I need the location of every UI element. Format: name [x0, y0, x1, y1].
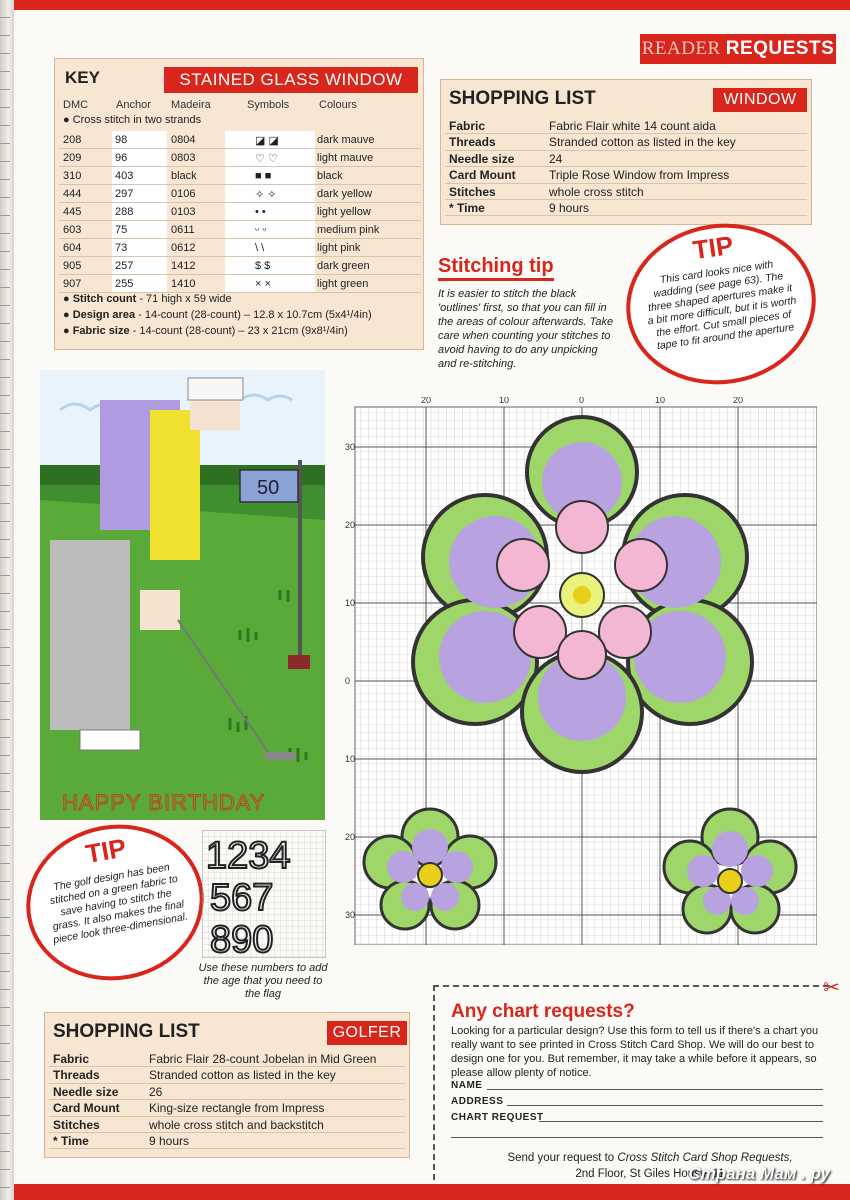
tip-body: The golf design has been stitched on a green fabric to save having to stitch the grass. It also makes the final piece look three-dimensional. [48, 861, 189, 947]
golfer-hands [140, 590, 180, 630]
row-value: whole cross stitch and backstitch [149, 1117, 324, 1132]
chart-request-field[interactable] [539, 1121, 823, 1122]
row-label: Threads [53, 1068, 100, 1083]
shopping-list-rows [445, 118, 807, 216]
col-dmc: DMC [63, 99, 89, 111]
dmc-code: 905 [63, 260, 82, 272]
page-spine [0, 0, 14, 1200]
shopping-list-rows [49, 1051, 405, 1149]
row-label: Needle size [449, 151, 515, 166]
stat-value: - 14-count (28-count) – 23 x 21cm (9x8¹/4in) [129, 325, 348, 337]
dmc-code: 208 [63, 134, 82, 146]
cell-bg [225, 239, 315, 256]
shopping-list-window [440, 79, 812, 225]
madeira-code: 0103 [171, 206, 196, 218]
stitching-tip-title: Stitching tip [438, 255, 554, 281]
dmc-code: 603 [63, 224, 82, 236]
shopping-list-title: SHOPPING LIST [449, 88, 596, 109]
col-colours: Colours [319, 99, 357, 111]
anchor-code: 96 [115, 152, 128, 164]
axis-left-30b: 30 [345, 910, 356, 920]
madeira-code: black [171, 170, 197, 182]
dmc-code: 445 [63, 206, 82, 218]
col-madeira: Madeira [171, 99, 211, 111]
shopping-row [445, 151, 807, 167]
key-title: KEY [65, 68, 100, 87]
dmc-code: 907 [63, 278, 82, 290]
numbers-chart [202, 830, 326, 958]
send-name: Cross Stitch Card Shop Requests, [617, 1152, 793, 1164]
axis-top-20: 20 [421, 397, 432, 405]
key-row [59, 257, 421, 275]
anchor-code: 297 [115, 188, 134, 200]
section-header [640, 34, 836, 64]
shopping-row [49, 1084, 405, 1100]
key-panel [54, 58, 424, 350]
row-value: King-size rectangle from Impress [149, 1101, 325, 1116]
golfer-shoes [80, 730, 140, 750]
colour-name: light mauve [317, 152, 374, 164]
axis-left-10b: 10 [345, 754, 356, 764]
shopping-row [49, 1117, 405, 1133]
madeira-code: 1412 [171, 260, 196, 272]
colour-name: black [317, 170, 343, 182]
key-badge: STAINED GLASS WINDOW [164, 67, 418, 93]
axis-top-20b: 20 [733, 397, 744, 405]
name-field[interactable] [487, 1089, 823, 1090]
stat-label: ● Stitch count [63, 293, 137, 305]
anchor-code: 403 [115, 170, 134, 182]
anchor-code: 255 [115, 278, 134, 290]
shopping-list-badge: WINDOW [713, 88, 807, 112]
dmc-code: 444 [63, 188, 82, 200]
axis-left-30: 30 [345, 442, 356, 452]
shopping-row [49, 1051, 405, 1067]
row-label: Needle size [53, 1084, 119, 1099]
key-row [59, 239, 421, 257]
shopping-row [445, 134, 807, 150]
shopping-list-title: SHOPPING LIST [53, 1021, 200, 1042]
key-row [59, 167, 421, 185]
stitch-symbol: $ $ [255, 260, 271, 272]
madeira-code: 0612 [171, 242, 196, 254]
flower-centre-core [573, 586, 591, 604]
row-label: Card Mount [53, 1101, 120, 1116]
row-value: 9 hours [549, 200, 590, 215]
row-label: Threads [449, 135, 496, 150]
shopping-row [445, 167, 807, 183]
row-label: Fabric [449, 119, 486, 133]
chart-request-form [433, 985, 829, 1180]
anchor-code: 75 [115, 224, 128, 236]
row-value: 24 [549, 151, 563, 166]
stitch-symbol: \ \ [255, 242, 265, 254]
row-value: 9 hours [149, 1133, 190, 1148]
axis-left-20b: 20 [345, 832, 356, 842]
row-value: Stranded cotton as listed in the key [549, 135, 736, 150]
stitch-symbol: ■ ■ [255, 170, 272, 182]
scissors-icon: ✂ [823, 977, 840, 999]
anchor-code: 98 [115, 134, 128, 146]
key-column-headers [61, 99, 419, 114]
top-red-bar [14, 0, 850, 10]
stat-line [63, 291, 372, 307]
madeira-code: 0803 [171, 152, 196, 164]
madeira-code: 0106 [171, 188, 196, 200]
shopping-row [49, 1067, 405, 1083]
key-stats [63, 291, 372, 339]
row-value: Fabric Flair white 14 count aida [549, 119, 716, 133]
cell-bg [225, 221, 315, 238]
golfer-cap [188, 378, 243, 400]
anchor-code: 73 [115, 242, 128, 254]
key-row [59, 149, 421, 167]
golfer-illustration [40, 370, 325, 820]
row-label: * Time [449, 200, 485, 215]
colour-name: dark green [317, 260, 370, 272]
stitch-symbol: ◪ ◪ [255, 135, 279, 147]
flag-number: 50 [257, 477, 280, 499]
greeting-text: HAPPY BIRTHDAY [62, 790, 266, 815]
numbers-caption: Use these numbers to add the age that you need to the flag [198, 962, 328, 1000]
address-label: ADDRESS [451, 1096, 504, 1107]
name-label: NAME [451, 1080, 483, 1091]
header-light-text: READER [641, 38, 721, 59]
stitch-symbol: ♡ ♡ [255, 153, 278, 165]
axis-top-0: 0 [579, 397, 585, 405]
stat-label: ● Design area [63, 309, 136, 321]
col-anchor: Anchor [116, 99, 151, 111]
madeira-code: 1410 [171, 278, 196, 290]
request-body: Looking for a particular design? Use this form to tell us if there's a chart you really want to see printed in Cross Stitch Card Shop. We will do our best to design one for you. But remember, it may take a while before it appears, so please allow plenty of notice. [451, 1025, 819, 1079]
stat-value: - 71 high x 59 wide [136, 293, 232, 305]
row-label: Fabric [53, 1052, 90, 1066]
col-symbols: Symbols [247, 99, 290, 111]
dmc-code: 310 [63, 170, 82, 182]
stitch-symbol: ✧ ✧ [255, 189, 277, 201]
send-prefix: Send your request to [507, 1152, 618, 1164]
row-value: Stranded cotton as listed in the key [149, 1068, 336, 1083]
key-row [59, 185, 421, 203]
numbers-row-2: 567 [210, 877, 274, 919]
golfer-shirt [150, 410, 200, 560]
colour-name: light yellow [317, 206, 371, 218]
axis-left-20: 20 [345, 520, 356, 530]
dmc-code: 209 [63, 152, 82, 164]
bottom-red-bar [14, 1184, 850, 1200]
watermark: Страна Мам . ру [688, 1164, 830, 1183]
colour-name: medium pink [317, 224, 380, 236]
stat-line [63, 323, 372, 339]
key-table [59, 131, 421, 293]
madeira-code: 0611 [171, 224, 195, 236]
stat-label: ● Fabric size [63, 325, 130, 337]
shopping-row [445, 200, 807, 216]
axis-top-10: 10 [499, 397, 510, 405]
row-value: Triple Rose Window from Impress [549, 168, 730, 183]
stitch-symbol: × × [255, 278, 271, 290]
key-note: ● Cross stitch in two strands [63, 114, 202, 126]
anchor-code: 288 [115, 206, 134, 218]
numbers-row-1: 1234 [206, 835, 291, 877]
header-bold-text: REQUESTS [725, 38, 835, 59]
axis-top-10b: 10 [655, 397, 666, 405]
row-value: 26 [149, 1084, 163, 1099]
shopping-list-golfer [44, 1012, 410, 1158]
shopping-row [445, 184, 807, 200]
golfer-legs [50, 540, 130, 730]
tip-title: TIP [83, 832, 129, 870]
numbers-row-3: 890 [210, 919, 274, 958]
key-row [59, 203, 421, 221]
row-label: Stitches [53, 1117, 100, 1132]
axis-left-0: 0 [345, 676, 351, 686]
tip-title: TIP [690, 229, 736, 266]
colour-name: light pink [317, 242, 361, 254]
shopping-row [445, 118, 807, 134]
stitching-tip-body: It is easier to stitch the black 'outlines' first, so that you can fill in the areas of colour afterwards. Take care when counting your stitches to avoid having to do any unpicking and re-stitching. [438, 288, 614, 370]
cross-stitch-chart [345, 397, 817, 945]
chart-request-label: CHART REQUEST [451, 1112, 544, 1123]
previous-page-edge [0, 0, 10, 1200]
axis-left-10: 10 [345, 598, 356, 608]
chart-request-field-2[interactable] [451, 1137, 823, 1138]
stitch-symbol: • • [255, 206, 266, 218]
key-row [59, 131, 421, 149]
tip-body: This card looks nice with wadding (see page 63). The three shaped apertures make it a bit more difficult, but it is worth the effort. Cut small pieces of tape to fit around the aperture [646, 258, 798, 353]
send-address: 2nd Floor, St Giles House, 11 [575, 1168, 725, 1180]
shopping-list-badge: GOLFER [327, 1021, 407, 1045]
request-title: Any chart requests? [451, 1001, 635, 1022]
colour-name: dark yellow [317, 188, 373, 200]
row-value: Fabric Flair 28-count Jobelan in Mid Green [149, 1052, 377, 1066]
row-label: Card Mount [449, 168, 516, 183]
shopping-row [49, 1100, 405, 1116]
anchor-code: 257 [115, 260, 134, 272]
cell-bg [225, 203, 315, 220]
stitch-symbol: ᵕ ᵕ [255, 224, 267, 236]
colour-name: dark mauve [317, 134, 375, 146]
madeira-code: 0804 [171, 134, 196, 146]
key-row [59, 221, 421, 239]
row-label: Stitches [449, 184, 496, 199]
address-field[interactable] [507, 1105, 823, 1106]
row-label: * Time [53, 1133, 89, 1148]
shopping-row [49, 1133, 405, 1149]
row-value: whole cross stitch [549, 184, 644, 199]
dmc-code: 604 [63, 242, 82, 254]
colour-name: light green [317, 278, 369, 290]
hole-cup [288, 655, 310, 669]
stat-line [63, 307, 372, 323]
putter-head [265, 752, 295, 760]
stitching-tip [438, 255, 618, 371]
stat-value: - 14-count (28-count) – 12.8 x 10.7cm (5x4¹/4in) [135, 309, 372, 321]
